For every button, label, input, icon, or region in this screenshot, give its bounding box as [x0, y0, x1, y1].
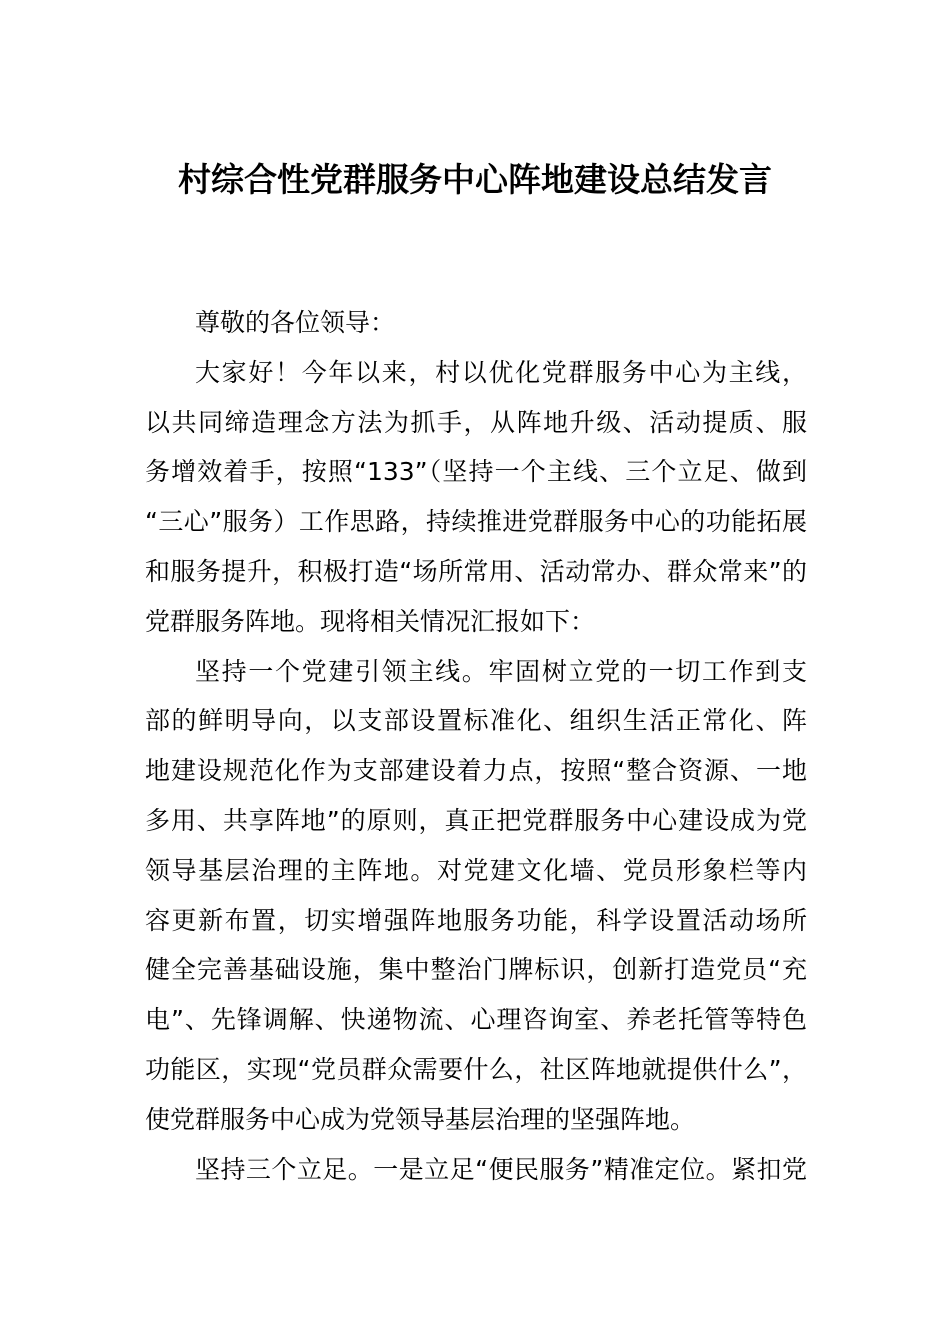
- text-line: 电”、先锋调解、快递物流、心理咨询室、养老托管等特色: [145, 1005, 807, 1035]
- text-line: 健全完善基础设施，集中整治门牌标识，创新打造党员“充: [145, 955, 807, 985]
- text-line: 尊敬的各位领导：: [195, 308, 396, 337]
- text-line: 党群服务阵地。现将相关情况汇报如下：: [145, 606, 596, 636]
- text-line: 和服务提升，积极打造“场所常用、活动常办、群众常来”的: [145, 556, 807, 586]
- text-line: 大家好！今年以来，村以优化党群服务中心为主线，: [195, 357, 807, 387]
- text-line: 以共同缔造理念方法为抓手，从阵地升级、活动提质、服: [145, 407, 807, 437]
- text-line: 地建设规范化作为支部建设着力点，按照“整合资源、一地: [145, 756, 807, 786]
- text-line: “三心”服务）工作思路，持续推进党群服务中心的功能拓展: [145, 507, 807, 537]
- text-line: 领导基层治理的主阵地。对党建文化墙、党员形象栏等内: [145, 855, 807, 885]
- text-line: 功能区，实现“党员群众需要什么，社区阵地就提供什么”，: [145, 1054, 807, 1084]
- text-line: 务增效着手，按照“133”（坚持一个主线、三个立足、做到: [145, 457, 807, 487]
- text-line: 使党群服务中心成为党领导基层治理的坚强阵地。: [145, 1104, 696, 1134]
- text-line: 多用、共享阵地”的原则，真正把党群服务中心建设成为党: [145, 805, 807, 835]
- document-title: 村综合性党群服务中心阵地建设总结发言: [178, 160, 772, 199]
- text-line: 部的鲜明导向，以支部设置标准化、组织生活正常化、阵: [145, 706, 807, 736]
- text-line: 容更新布置，切实增强阵地服务功能，科学设置活动场所: [145, 905, 807, 935]
- text-line: 坚持一个党建引领主线。牢固树立党的一切工作到支: [195, 656, 807, 686]
- document-body: [145, 298, 807, 1194]
- text-line: 坚持三个立足。一是立足“便民服务”精准定位。紧扣党: [195, 1154, 807, 1184]
